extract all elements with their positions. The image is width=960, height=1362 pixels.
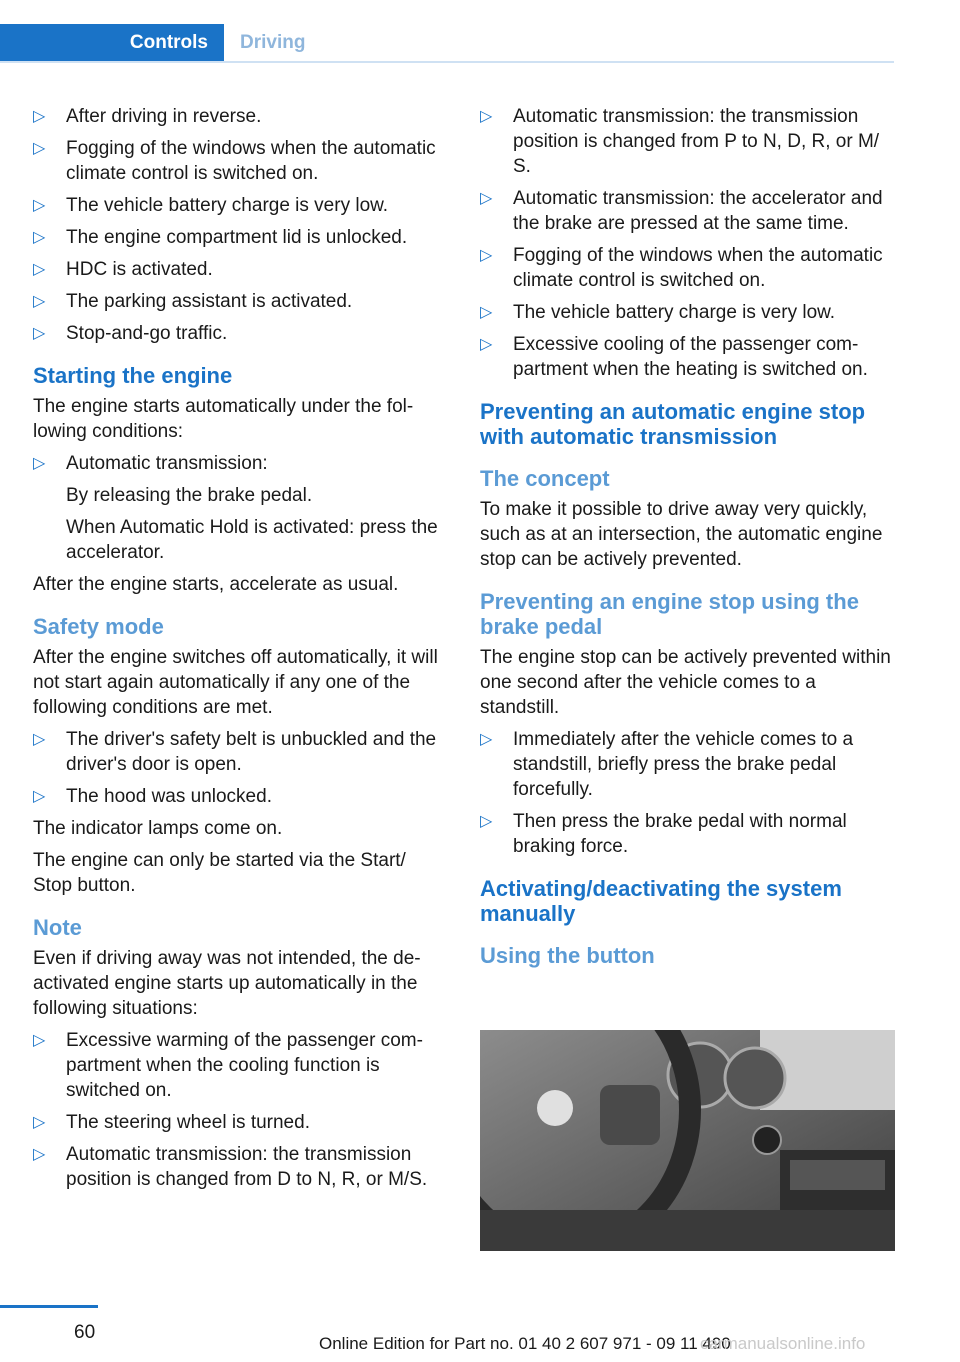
triangle-bullet-icon: ▷ [480, 108, 493, 125]
sub-paragraph: When Automatic Hold is activated: press the accelerator. [66, 517, 438, 563]
triangle-bullet-icon: ▷ [33, 1146, 46, 1163]
right-column [480, 104, 896, 974]
list-item: ▷ HDC is activated. [33, 259, 213, 280]
left-column [33, 104, 450, 1199]
triangle-bullet-icon: ▷ [33, 261, 46, 278]
triangle-bullet-icon: ▷ [33, 731, 46, 748]
triangle-bullet-icon: ▷ [33, 1032, 46, 1049]
paragraph: The engine starts automatically under the fol-lowing conditions: [33, 396, 414, 442]
subheading-using-button: Using the button [480, 943, 655, 968]
triangle-bullet-icon: ▷ [480, 336, 493, 353]
triangle-bullet-icon: ▷ [33, 325, 46, 342]
list-item: ▷ Automatic transmission: the transmission position is changed from P to N, D, R, or M/ S. [480, 106, 880, 177]
triangle-bullet-icon: ▷ [33, 229, 46, 246]
triangle-bullet-icon: ▷ [480, 247, 493, 264]
paragraph: The engine stop can be actively prevented within one second after the vehicle comes to a standstill. [480, 647, 891, 718]
header-tabbar [0, 24, 894, 63]
paragraph: After the engine switches off automatically, it will not start again automatically if any one of the following conditions are met. [33, 647, 438, 718]
list-item: ▷ The steering wheel is turned. [33, 1112, 310, 1133]
paragraph: Even if driving away was not intended, the de-activated engine starts up automatically in the following situations: [33, 948, 421, 1019]
list-item: ▷ After driving in reverse. [33, 106, 262, 127]
list-item: ▷ Immediately after the vehicle comes to a standstill, briefly press the brake pedal forcefully. [480, 729, 854, 800]
list-item: ▷ Automatic transmission: By releasing the brake pedal. When Automatic Hold is activated: press the accelerator. [33, 451, 450, 565]
sub-paragraph: By releasing the brake pedal. [66, 485, 313, 506]
list-item: ▷ Excessive warming of the passenger com-partment when the cooling function is switched on. [33, 1030, 423, 1101]
triangle-bullet-icon: ▷ [33, 197, 46, 214]
list-item: ▷ The vehicle battery charge is very low. [33, 195, 389, 216]
list-item: ▷ Automatic transmission: the transmission position is changed from D to N, R, or M/S. [33, 1144, 428, 1190]
section-heading-activating: Activating/deactivating the system manually [480, 876, 842, 926]
footer-rule [0, 1305, 98, 1308]
tab-controls[interactable]: Controls [0, 24, 224, 61]
triangle-bullet-icon: ▷ [33, 1114, 46, 1131]
triangle-bullet-icon: ▷ [480, 190, 493, 207]
list-item: ▷ The engine compartment lid is unlocked. [33, 227, 408, 248]
triangle-bullet-icon: ▷ [480, 304, 493, 321]
cockpit-photo [480, 1030, 895, 1251]
triangle-bullet-icon: ▷ [33, 108, 46, 125]
paragraph: After the engine starts, accelerate as usual. [33, 574, 399, 595]
paragraph: The engine can only be started via the Start/ Stop button. [33, 850, 406, 896]
triangle-bullet-icon: ▷ [33, 455, 46, 472]
section-heading-starting: Starting the engine [33, 363, 233, 388]
paragraph: To make it possible to drive away very quickly, such as at an intersection, the automatic engine stop can be actively prevented. [480, 499, 883, 570]
list-item: ▷ Automatic transmission: the accelerator and the brake are pressed at the same time. [480, 188, 883, 234]
subheading-safety-mode: Safety mode [33, 614, 164, 639]
subheading-concept: The concept [480, 466, 610, 491]
paragraph: The indicator lamps come on. [33, 818, 283, 839]
triangle-bullet-icon: ▷ [33, 788, 46, 805]
list-item: ▷ Stop-and-go traffic. [33, 323, 228, 344]
list-item: ▷ The driver's safety belt is unbuckled and the driver's door is open. [33, 729, 437, 775]
list-item: ▷ The hood was unlocked. [33, 786, 272, 807]
list-item: ▷ Then press the brake pedal with normal braking force. [480, 811, 847, 857]
list-item: ▷ The vehicle battery charge is very low. [480, 302, 836, 323]
triangle-bullet-icon: ▷ [480, 813, 493, 830]
subheading-note: Note [33, 915, 82, 940]
list-item: ▷ Fogging of the windows when the automatic climate control is switched on. [33, 138, 436, 184]
page-number: 60 [74, 1322, 96, 1343]
list-item: ▷ Excessive cooling of the passenger com-partment when the heating is switched on. [480, 334, 868, 380]
triangle-bullet-icon: ▷ [33, 293, 46, 310]
section-heading-preventing: Preventing an automatic engine stop with automatic transmission [480, 399, 866, 449]
subheading-brake-pedal: Preventing an engine stop using the brake pedal [480, 589, 859, 639]
list-item: ▷ The parking assistant is activated. [33, 291, 353, 312]
watermark: carmanualsonline.info [700, 1334, 866, 1353]
tab-driving[interactable]: Driving [240, 32, 306, 53]
list-item: ▷ Fogging of the windows when the automatic climate control is switched on. [480, 245, 883, 291]
triangle-bullet-icon: ▷ [33, 140, 46, 157]
triangle-bullet-icon: ▷ [480, 731, 493, 748]
footer-edition: Online Edition for Part no. 01 40 2 607 971 - 09 11 490 [319, 1334, 731, 1353]
cockpit-illustration [480, 1030, 895, 1251]
